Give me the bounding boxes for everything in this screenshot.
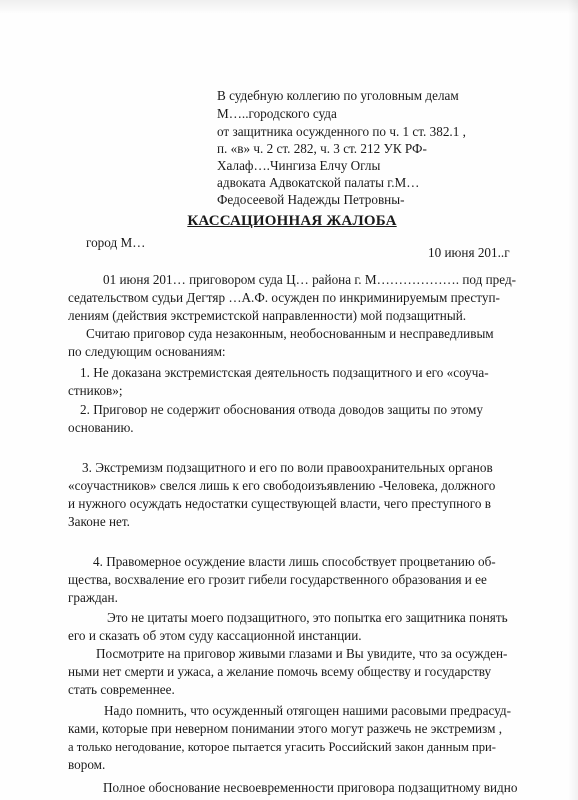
body-line: стников»; [68, 383, 123, 398]
body-line: его и сказать об этом суду кассационной инстанции. [68, 628, 362, 643]
body-line: щества, восхваление его грозит гибели государственного образования и ее [68, 572, 487, 587]
city: город М… [86, 235, 146, 250]
body-line: вором. [68, 757, 106, 772]
body-line: ками, которые при неверном понимании этого могут разжечь не экстремизм , [68, 721, 503, 736]
body-line: седательством судьи Дегтяр …А.Ф. осужден по инкриминируемым преступ- [68, 290, 500, 305]
body-line: и нужного осуждать недостатки существующей власти, чего преступного в [68, 496, 491, 511]
body-line: 01 июня 201… приговором суда Ц… района г. М………………. под пред- [103, 272, 517, 287]
body-line: «соучастников» свелся лишь к его свободоизъявлению -Человека, должного [68, 478, 496, 493]
addressee-line: В судебную коллегию по уголовным делам [217, 88, 459, 103]
body-line: по следующим основаниям: [68, 344, 226, 359]
date: 10 июня 201..г [428, 245, 510, 260]
body-line: лениям (действия экстремистской направленности) мой подзащитный. [68, 308, 467, 323]
document-title: КАССАЦИОННАЯ ЖАЛОБА [187, 213, 397, 229]
addressee-line: адвоката Адвокатской палаты г.М… [217, 175, 420, 190]
scan-shadow-right [568, 0, 578, 800]
addressee-line: Халаф….Чингиза Елчу Оглы [217, 158, 381, 173]
addressee-line: от защитника осужденного по ч. 1 ст. 382.1 , [217, 124, 466, 139]
body-line: основанию. [68, 420, 134, 435]
addressee-line: п. «в» ч. 2 ст. 282, ч. 3 ст. 212 УК РФ- [217, 141, 427, 156]
body-line: Считаю приговор суда незаконным, необоснованным и несправедливым [86, 326, 494, 341]
body-line: Посмотрите на приговор живыми глазами и Вы увидите, что за осужден- [96, 646, 508, 661]
body-line: Законе нет. [68, 514, 130, 529]
body-line: а только негодование, которое пытается угасить Российский закон данным при- [68, 740, 496, 754]
body-line: 3. Экстремизм подзащитного и его по воли правоохранительных органов [82, 460, 493, 475]
addressee-line: Федосеевой Надежды Петровны- [217, 192, 405, 207]
body-line: ными нет смерти и ужаса, а желание помочь всему обществу и государству [68, 664, 492, 679]
body-line: Надо помнить, что осужденный отягощен нашими расовыми предрасуд- [104, 703, 511, 718]
body-line: 4. Правомерное осуждение власти лишь способствует процветанию об- [93, 554, 496, 569]
body-line: Полное обоснование несвоевременности приговора подзащитному видно [103, 780, 518, 795]
body-line: граждан. [68, 590, 118, 605]
body-line: стать современнее. [68, 682, 175, 697]
body-line: Это не цитаты моего подзащитного, это попытка его защитника понять [107, 610, 508, 625]
addressee-line: М…..городского суда [217, 106, 337, 121]
body-line: 2. Приговор не содержит обоснования отвода доводов защиты по этому [80, 402, 483, 417]
scan-shadow-top [0, 0, 578, 14]
body-line: 1. Не доказана экстремистская деятельность подзащитного и его «соуча- [80, 365, 489, 380]
